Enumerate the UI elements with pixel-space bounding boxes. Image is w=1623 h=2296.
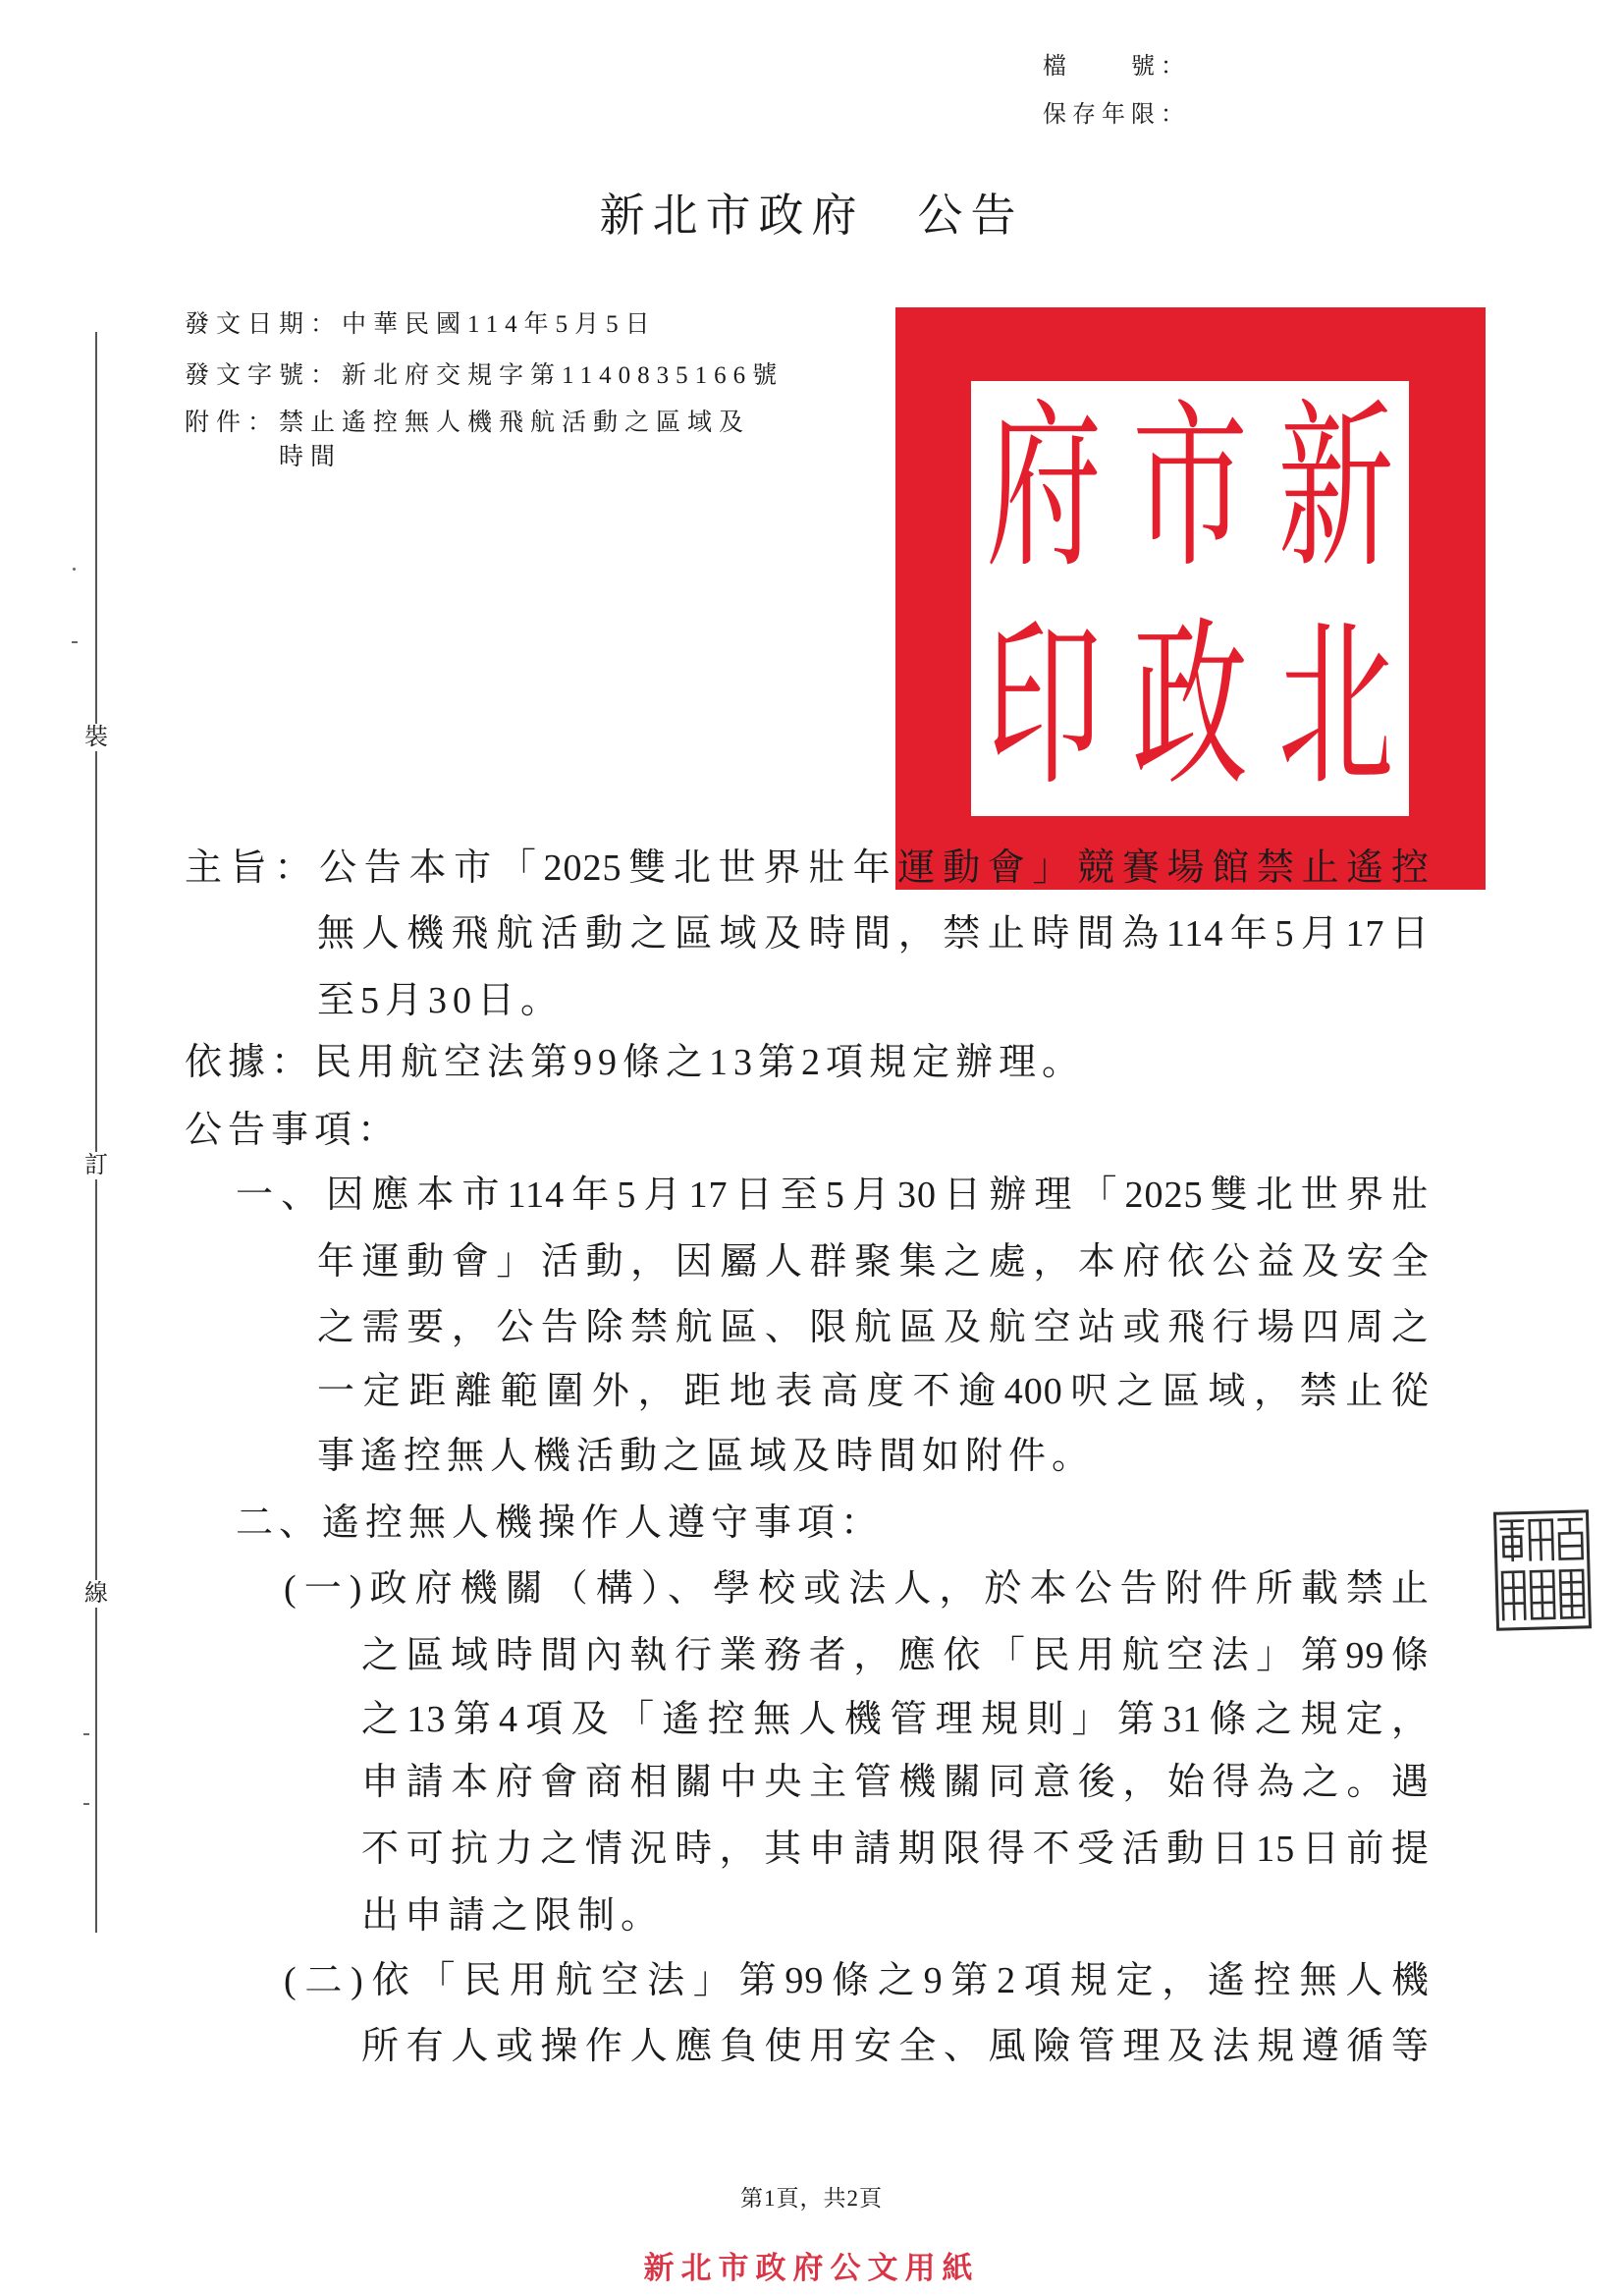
- monitor-stamp: [1492, 1509, 1592, 1632]
- reference-number: 發文字號：新北府交規字第1140835166號: [185, 362, 784, 389]
- notice-heading: 公告事項：: [185, 1110, 402, 1151]
- issue-date: 發文日期：中華民國114年5月5日: [185, 311, 657, 338]
- attachment-text: 禁止遙控無人機飛航活動之區域及: [279, 410, 751, 436]
- notice-item-2-heading: 二、遙控無人機操作人遵守事項：: [236, 1503, 885, 1544]
- seal-character: 印: [986, 606, 1103, 806]
- seal-inner-field: [971, 381, 1409, 816]
- seal-character: 府: [986, 389, 1103, 589]
- attachment-label: 附件：: [185, 410, 280, 436]
- attachment-text-continued: 時間: [279, 444, 343, 470]
- binding-mark-zhuang: 裝: [84, 725, 108, 750]
- subject-line: 無人機飛航活動之區域及時間，禁止時間為114年5月17日: [317, 913, 1430, 955]
- page-indicator: 第1頁，共2頁: [740, 2186, 883, 2211]
- notice-item-1-line: 事遙控無人機活動之區域及時間如附件。: [317, 1436, 1096, 1477]
- official-seal: [895, 307, 1486, 890]
- binding-tick: [83, 1733, 89, 1735]
- binding-tick: [83, 1803, 89, 1805]
- binding-mark-ding: 訂: [84, 1153, 108, 1178]
- notice-item-2-sub-1-line: 之區域時間內執行業務者，應依「民用航空法」第99條: [361, 1635, 1430, 1676]
- notice-item-2-sub-1-line: 申請本府會商相關中央主管機關同意後，始得為之。遇: [361, 1762, 1430, 1803]
- notice-item-2-sub-1-line: 之13第4項及「遙控無人機管理規則」第31條之規定，: [361, 1699, 1430, 1740]
- notice-item-1-line: 一定距離範圍外，距地表高度不逾400呎之區域，禁止從: [317, 1371, 1430, 1412]
- file-number-label: 檔 號：: [1043, 54, 1190, 80]
- official-paper-label: 新北市政府公文用紙: [643, 2251, 980, 2285]
- notice-item-1-line: 一、因應本市114年5月17日至5月30日辦理「2025雙北世界壯: [236, 1175, 1430, 1216]
- document-title: 新北市政府 公告: [599, 191, 1024, 241]
- notice-item-1-line: 年運動會」活動，因屬人群聚集之處，本府依公益及安全: [317, 1241, 1430, 1283]
- notice-item-1-line: 之需要，公告除禁航區、限航區及航空站或飛行場四周之: [317, 1307, 1430, 1348]
- notice-item-2-sub-2-line: 所有人或操作人應負使用安全、風險管理及法規遵循等: [361, 2026, 1430, 2067]
- subject-line: 至5月30日。: [317, 980, 565, 1021]
- basis-line: 依據：民用航空法第99條之13第2項規定辦理。: [185, 1042, 1086, 1083]
- binding-tick: [72, 641, 78, 643]
- binding-tick: [73, 568, 76, 571]
- monitor-stamp-graphic: [1492, 1509, 1592, 1632]
- seal-character: 北: [1277, 606, 1394, 806]
- binding-mark-xian: 線: [84, 1581, 108, 1607]
- seal-character: 政: [1131, 606, 1248, 806]
- subject-line: 主旨：公告本市「2025雙北世界壯年運動會」競賽場館禁止遙控: [185, 847, 1430, 889]
- notice-item-2-sub-1-line: 出申請之限制。: [361, 1895, 665, 1937]
- notice-item-2-sub-1-line: 不可抗力之情況時，其申請期限得不受活動日15日前提: [361, 1829, 1430, 1870]
- attachment-line: [185, 408, 750, 439]
- seal-character: 市: [1131, 389, 1248, 589]
- seal-character: 新: [1277, 389, 1394, 589]
- retention-period-label: 保存年限：: [1043, 102, 1190, 128]
- notice-item-2-sub-1-line: (一)政府機關（構）、學校或法人，於本公告附件所載禁止: [284, 1568, 1430, 1610]
- notice-item-2-sub-2-line: (二)依「民用航空法」第99條之9第2項規定，遙控無人機: [284, 1960, 1430, 2001]
- binding-line: [95, 332, 97, 1933]
